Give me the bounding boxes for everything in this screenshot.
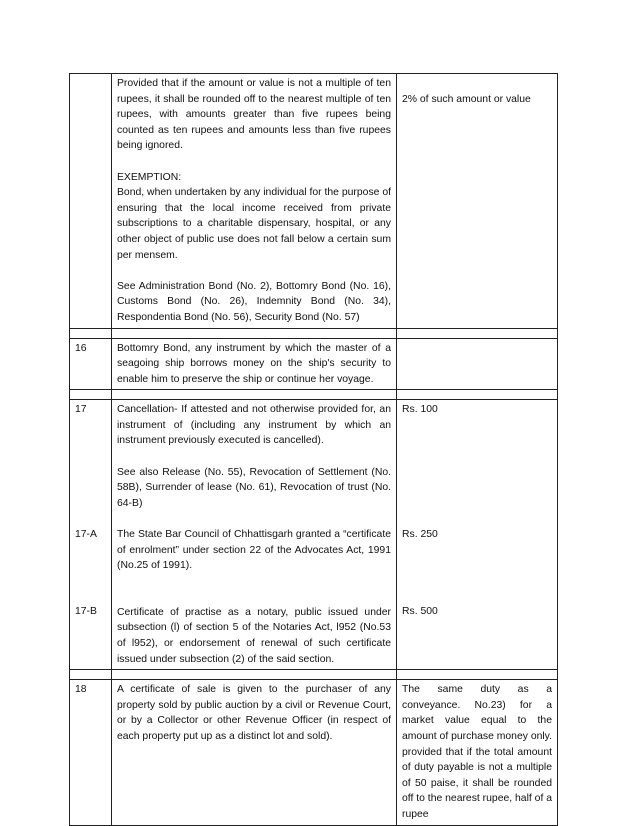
article-number: 17-B <box>75 606 97 618</box>
description-cell: Bottomry Bond, any instrument by which the master of a seagoing ship borrows money on the ship's security to enable him to preserve the ship or continue her voyage. <box>112 338 397 390</box>
table-row <box>70 680 558 825</box>
article-number-cell <box>70 400 112 670</box>
spacer-row <box>70 670 558 680</box>
cancellation-text: Cancellation- If attested and not otherwise provided for, an instrument of (including any instrument by which an instrument previously executed is cancelled). <box>117 404 391 447</box>
article-number-cell <box>70 74 112 329</box>
table-row <box>70 338 558 390</box>
duty-cell <box>397 338 558 390</box>
stamp-duty-table <box>69 73 558 826</box>
duty-text: 2% of such amount or value <box>402 93 531 105</box>
description-cell <box>112 400 397 670</box>
description-cell <box>112 74 397 329</box>
article-number-cell: 16 <box>70 338 112 390</box>
see-also-text: See also Release (No. 55), Revocation of Settlement (No. 58B), Surrender of lease (No. 61), Revocation of trust (No. 64-B) <box>117 466 391 509</box>
proviso-text: Provided that if the amount or value is not a multiple of ten rupees, it shall be rounded off to the nearest multiple of ten rupees, with amounts greater than five rupees being counted as ten rupees and amounts less than five rupees being ignored. <box>117 78 391 152</box>
exemption-text: Bond, when undertaken by any individual for the purpose of ensuring that the local income received from private subscriptions to a charitable dispensary, hospital, or any other object of public use does not fall below a certain sum per mensem. <box>117 187 391 261</box>
duty-text: Rs. 100 <box>402 404 438 416</box>
spacer-row <box>70 328 558 338</box>
article-number: 17 <box>75 404 87 416</box>
exemption-heading: EXEMPTION: <box>117 171 182 183</box>
table-row <box>70 400 558 670</box>
duty-text: Rs. 500 <box>402 606 438 618</box>
spacer-row <box>70 390 558 400</box>
duty-cell: The same duty as a conveyance. No.23) for a market value equal to the amount of purchase money only. provided that if the total amount of duty payable is not a multiple of 50 paise, it shall be rounded off to the nearest rupee, half of a rupee <box>397 680 558 825</box>
enrolment-certificate-text: The State Bar Council of Chhattisgarh granted a “certificate of enrolment” under section 22 of the Advocates Act, 1991 (No.25 of 1991). <box>117 529 391 572</box>
duty-text: Rs. 250 <box>402 528 438 540</box>
table-row <box>70 74 558 329</box>
duty-cell <box>397 74 558 329</box>
article-number-cell: 18 <box>70 680 112 825</box>
article-number: 17-A <box>75 528 97 540</box>
see-also-text: See Administration Bond (No. 2), Bottomry Bond (No. 16), Customs Bond (No. 26), Indemnity Bond (No. 34), Respondentia Bond (No. 56), Security Bond (No. 57) <box>117 280 391 323</box>
description-cell: A certificate of sale is given to the purchaser of any property sold by public auction by a civil or Revenue Court, or by a Collector or other Revenue Officer (in respect of each property put up as a distinct lot and sold). <box>112 680 397 825</box>
notary-certificate-text: Certificate of practise as a notary, public issued under subsection (l) of section 5 of the Notaries Act, l952 (No.53 of l952), or endorsement of renewal of such certificate issued under subsection (2) of the said section. <box>117 606 391 665</box>
duty-cell <box>397 400 558 670</box>
